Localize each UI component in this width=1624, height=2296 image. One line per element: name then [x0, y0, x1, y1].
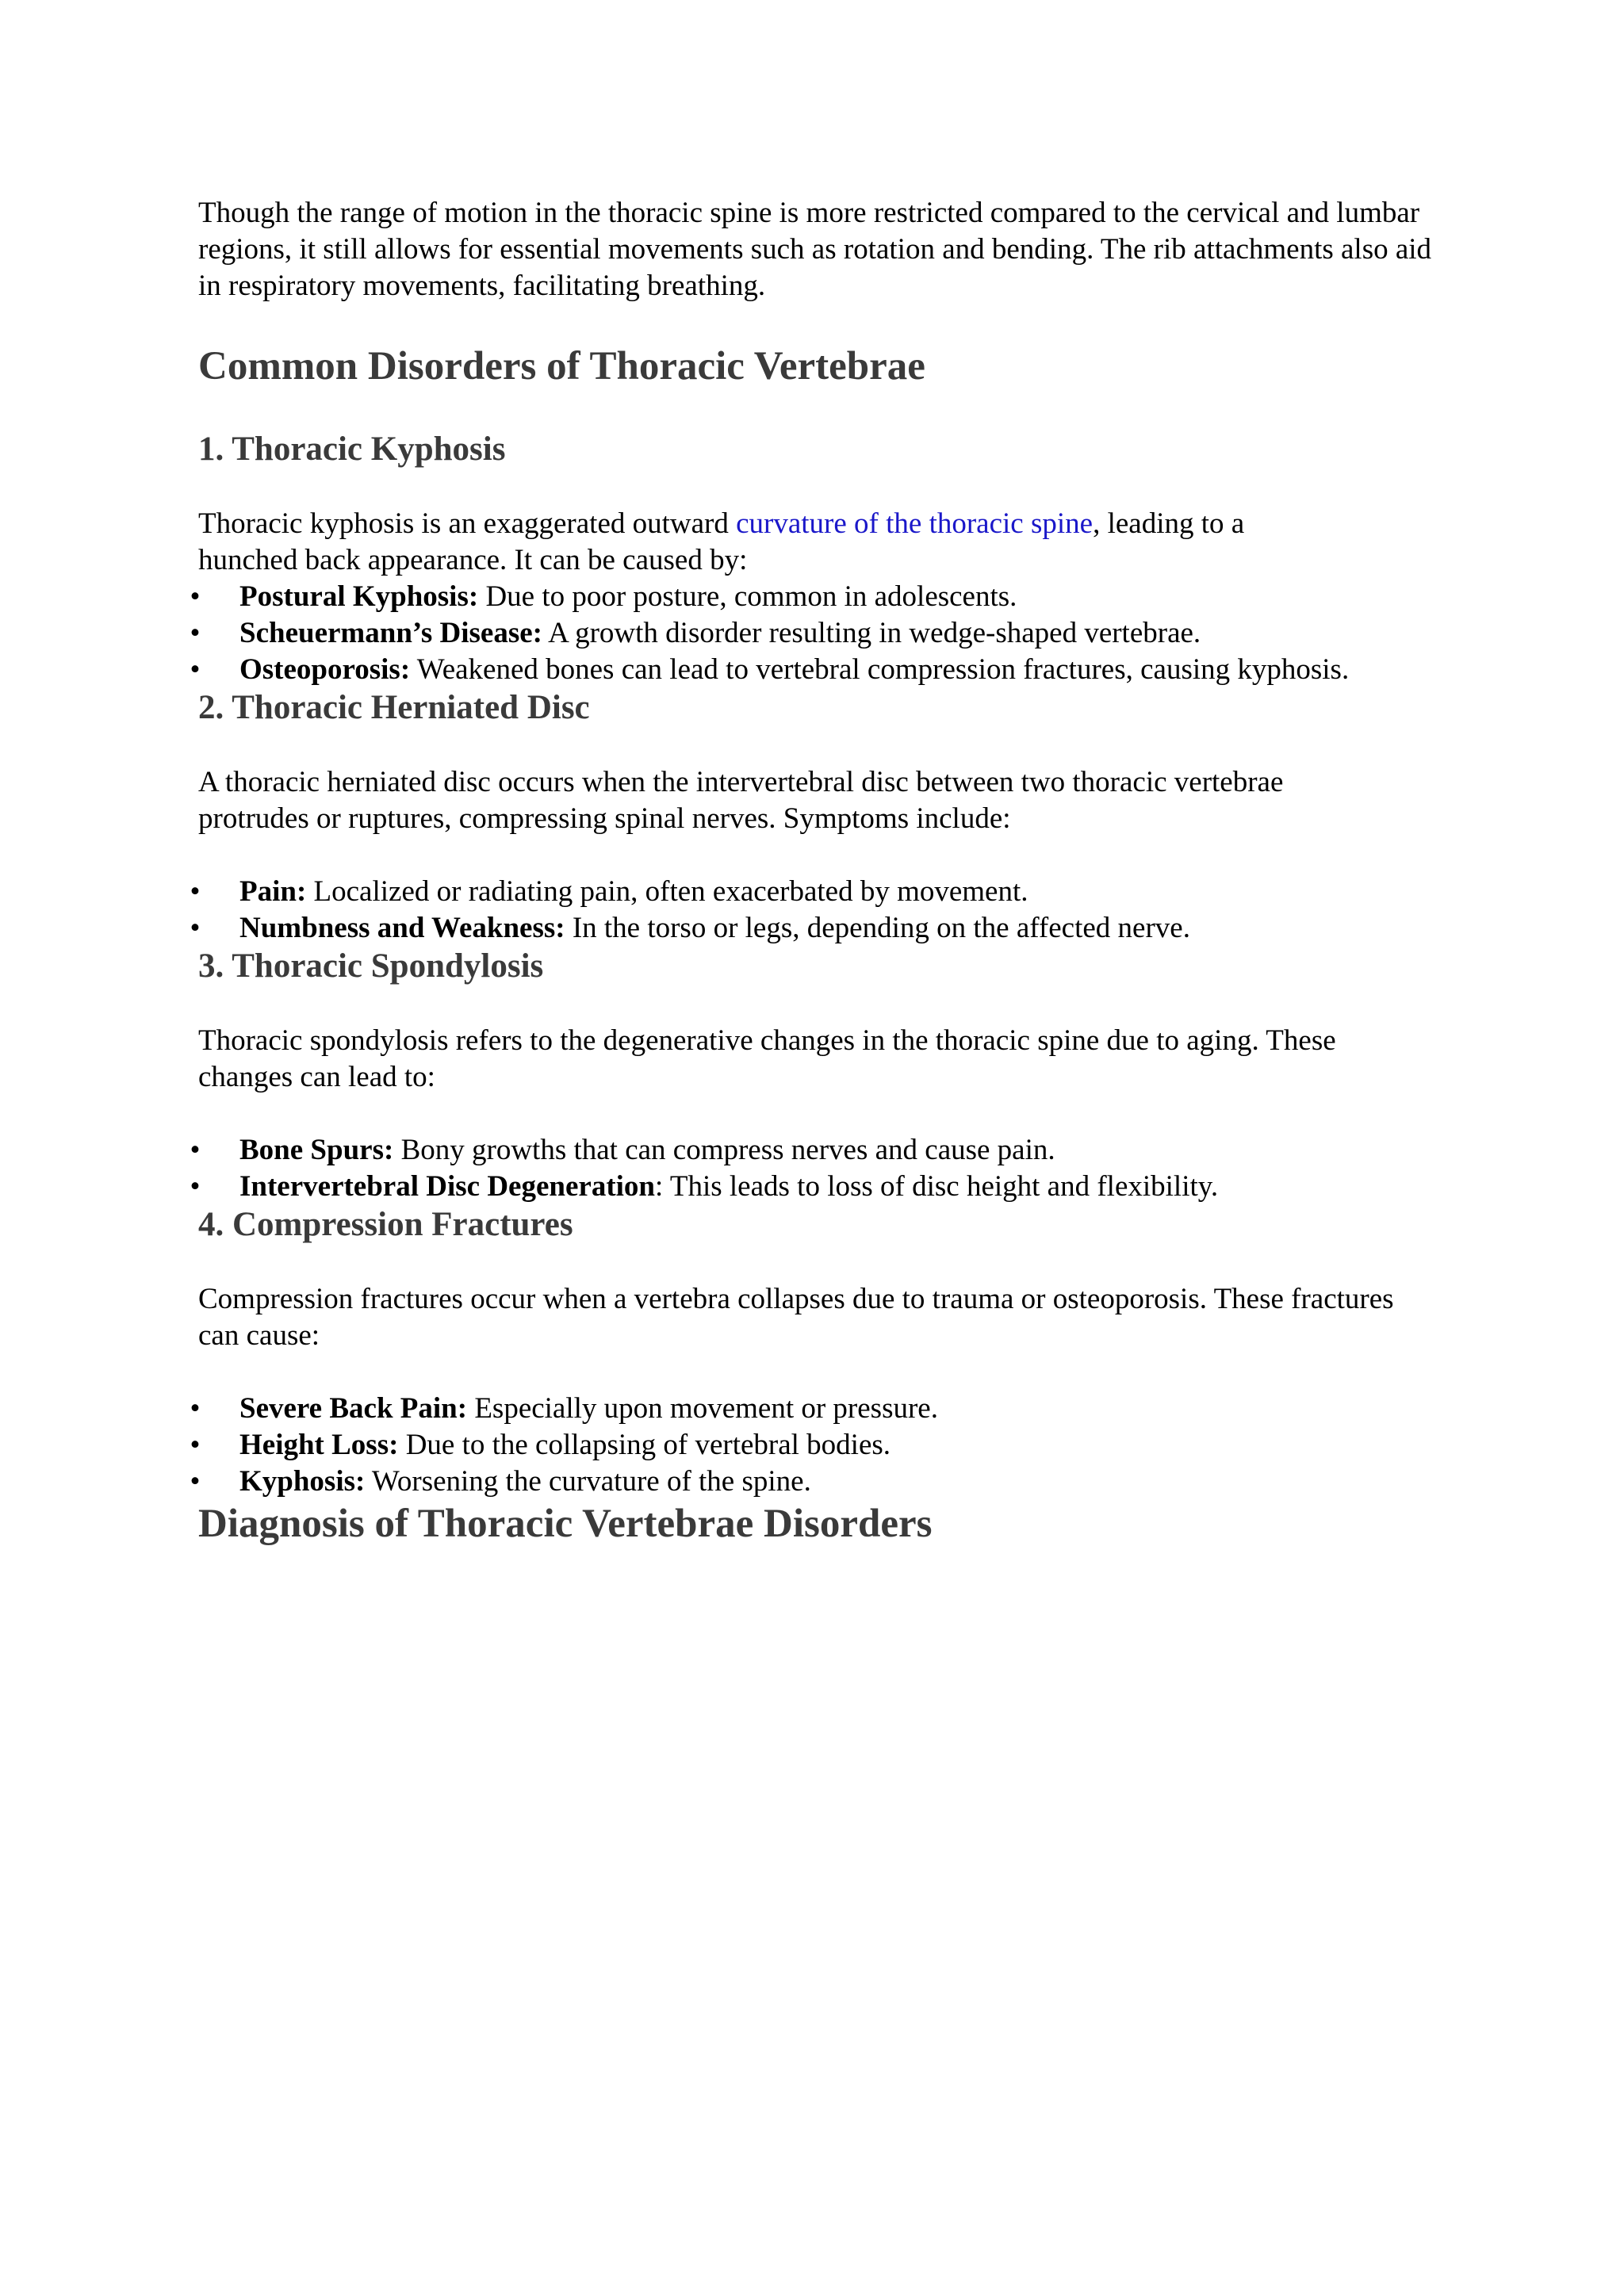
list-item	[190, 1169, 1451, 1205]
bullet-icon: •	[190, 1170, 201, 1203]
list-item-desc: Weakened bones can lead to vertebral compression fractures, causing kyphosis.	[410, 653, 1350, 686]
curvature-link[interactable]: curvature of the thoracic spine	[736, 507, 1094, 540]
bullet-icon: •	[190, 912, 201, 944]
bullet-icon: •	[190, 653, 201, 686]
heading-thoracic-herniated-disc: 2. Thoracic Herniated Disc	[198, 689, 590, 726]
list-item-desc: Especially upon movement or pressure.	[467, 1392, 938, 1425]
bullet-icon: •	[190, 875, 201, 908]
list-item	[190, 874, 1451, 910]
list-item-desc: Due to the collapsing of vertebral bodies.	[398, 1429, 891, 1461]
list-item-term: Osteoporosis:	[239, 653, 411, 686]
bullet-icon: •	[190, 1429, 201, 1461]
kyphosis-paragraph	[198, 506, 1324, 579]
heading-thoracic-spondylosis: 3. Thoracic Spondylosis	[198, 947, 544, 985]
kyphosis-text-before: Thoracic kyphosis is an exaggerated outward	[198, 507, 737, 540]
compression-effects-list	[190, 1391, 1451, 1500]
list-item-term: Intervertebral Disc Degeneration	[239, 1170, 655, 1203]
list-item-term: Pain:	[239, 875, 307, 908]
list-item	[190, 1464, 1451, 1500]
section-title-common-disorders: Common Disorders of Thoracic Vertebrae	[198, 344, 925, 388]
bullet-icon: •	[190, 1134, 201, 1166]
herniated-paragraph: A thoracic herniated disc occurs when the intervertebral disc between two thoracic vertebrae protrudes or ruptures, compressing spinal nerves. Symptoms include:	[198, 766, 1284, 835]
list-item-desc: Localized or radiating pain, often exacerbated by movement.	[306, 875, 1028, 908]
spondylosis-changes-list	[190, 1132, 1451, 1205]
bullet-icon: •	[190, 1392, 201, 1425]
list-item-term: Height Loss:	[239, 1429, 399, 1461]
list-item-term: Numbness and Weakness:	[239, 912, 565, 944]
section-title-diagnosis: Diagnosis of Thoracic Vertebrae Disorders	[198, 1502, 933, 1546]
list-item	[190, 1132, 1451, 1169]
heading-thoracic-kyphosis: 1. Thoracic Kyphosis	[198, 430, 506, 468]
list-item	[190, 1427, 1451, 1464]
list-item-term: Scheuermann’s Disease:	[239, 617, 542, 649]
list-item-desc: A growth disorder resulting in wedge-shaped vertebrae.	[542, 617, 1201, 649]
list-item	[190, 1391, 1451, 1427]
list-item-desc: Bony growths that can compress nerves and cause pain.	[393, 1134, 1055, 1166]
list-item-term: Postural Kyphosis:	[239, 580, 479, 613]
intro-paragraph: Though the range of motion in the thoracic spine is more restricted compared to the cervical and lumbar regions, it still allows for essential movements such as rotation and bending. The rib attachments also aid in respiratory movements, facilitating breathing.	[198, 197, 1432, 302]
herniated-symptoms-list	[190, 874, 1451, 947]
list-item	[190, 579, 1451, 615]
list-item-desc: In the torso or legs, depending on the affected nerve.	[565, 912, 1190, 944]
bullet-icon: •	[190, 617, 201, 649]
list-item-term: Bone Spurs:	[239, 1134, 394, 1166]
list-item-term: Severe Back Pain:	[239, 1392, 468, 1425]
list-item-term: Kyphosis:	[239, 1465, 366, 1498]
compression-paragraph: Compression fractures occur when a vertebra collapses due to trauma or osteoporosis. These fractures can cause:	[198, 1283, 1394, 1352]
list-item	[190, 910, 1451, 947]
heading-compression-fractures: 4. Compression Fractures	[198, 1206, 573, 1243]
kyphosis-causes-list	[190, 579, 1451, 688]
document-page	[190, 195, 1451, 1548]
list-item-desc: Worsening the curvature of the spine.	[365, 1465, 811, 1498]
bullet-icon: •	[190, 1465, 201, 1498]
bullet-icon: •	[190, 580, 201, 613]
list-item	[190, 615, 1451, 652]
spondylosis-paragraph: Thoracic spondylosis refers to the degenerative changes in the thoracic spine due to aging. These changes can lead to:	[198, 1024, 1336, 1093]
kyphosis-text-after: , leading to a hunched back appearance. It can be caused by:	[198, 507, 1245, 576]
list-item-desc: : This leads to loss of disc height and flexibility.	[655, 1170, 1219, 1203]
list-item-desc: Due to poor posture, common in adolescents.	[478, 580, 1017, 613]
list-item	[190, 652, 1451, 688]
